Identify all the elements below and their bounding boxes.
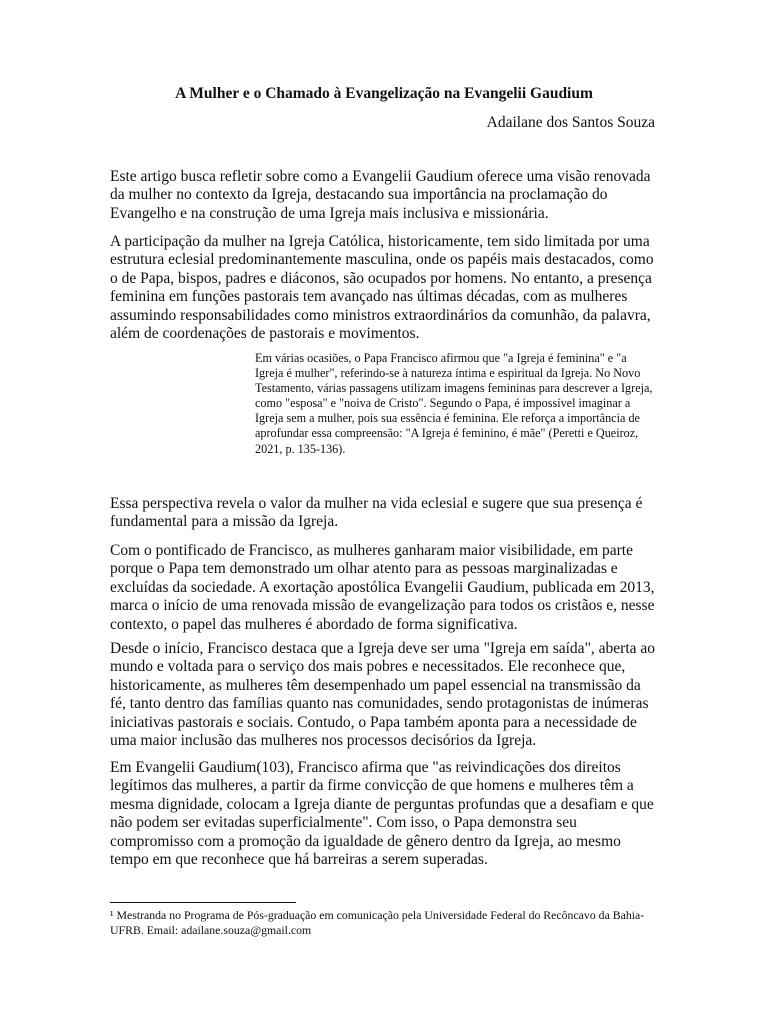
- footnote: ¹ Mestranda no Programa de Pós-graduação em comunicação pela Universidade Federal do Recôncavo da Bahia-UFRB. Email: adailane.souza@gmail.com: [110, 908, 645, 937]
- paragraph-participation: A participação da mulher na Igreja Católica, historicamente, tem sido limitada por uma estrutura eclesial predominantemente masculina, onde os papéis mais destacados, como o de Papa, bispos, padres e diáconos, são ocupados por homens. No entanto, a presença feminina em funções pastorais tem avançado nas últimas décadas, com as mulheres assumindo responsabilidades como ministros extraordinários da comunhão, da palavra, além de coordenações de pastorais e movimentos.: [110, 233, 654, 343]
- block-quote: Em várias ocasiões, o Papa Francisco afirmou que "a Igreja é feminina" e "a Igreja é mulher", referindo-se à natureza íntima e espiritual da Igreja. No Novo Testamento, várias passagens utilizam imagens femininas para descrever a Igreja, como "esposa" e "noiva de Cristo". Segundo o Papa, é impossível imaginar a Igreja sem a mulher, pois sua essência é feminina. Ele reforça a importância de aprofundar essa compreensão: "A Igreja é feminino, é mãe" (Peretti e Queiroz, 2021, p. 135-136).: [255, 351, 653, 456]
- paragraph-pontificate: Com o pontificado de Francisco, as mulheres ganharam maior visibilidade, em parte porque o Papa tem demonstrado um olhar atento para as pessoas marginalizadas e excluídas da sociedade. A exortação apostólica Evangelii Gaudium, publicada em 2013, marca o início de uma renovada missão de evangelização para todos os cristãos e, nesse contexto, o papel das mulheres é abordado de forma significativa.: [110, 542, 655, 633]
- footnote-separator: [110, 902, 296, 903]
- paragraph-intro: Este artigo busca refletir sobre como a Evangelii Gaudium oferece uma visão renovada da mulher no contexto da Igreja, destacando sua importância na proclamação do Evangelho e na construção de uma Igreja mais inclusiva e missionária.: [110, 168, 651, 222]
- paragraph-evangelii-103: Em Evangelii Gaudium(103), Francisco afirma que "as reivindicações dos direitos legítimos das mulheres, a partir da firme convicção de que homens e mulheres têm a mesma dignidade, colocam a Igreja diante de perguntas profundas que a desafiam e que não podem ser evitadas superficialmente". Com isso, o Papa demonstra seu compromisso com a promoção da igualdade de gênero dentro da Igreja, ao mesmo tempo em que reconhece que há barreiras a serem superadas.: [110, 759, 654, 869]
- paragraph-church-outgoing: Desde o início, Francisco destaca que a Igreja deve ser uma "Igreja em saída", aberta ao mundo e voltada para o serviço dos mais pobres e necessitados. Ele reconhece que, historicamente, as mulheres têm desempenhado um papel essencial na transmissão da fé, tanto dentro das famílias quanto nas comunidades, sendo protagonistas de inúmeras iniciativas pastorais e sociais. Contudo, o Papa também aponta para a necessidade de uma maior inclusão das mulheres nos processos decisórios da Igreja.: [110, 640, 656, 750]
- author-name: Adailane dos Santos Souza: [486, 114, 655, 131]
- document-title: A Mulher e o Chamado à Evangelização na Evangelii Gaudium: [175, 85, 593, 102]
- paragraph-perspective: Essa perspectiva revela o valor da mulher na vida eclesial e sugere que sua presença é fundamental para a missão da Igreja.: [110, 495, 643, 531]
